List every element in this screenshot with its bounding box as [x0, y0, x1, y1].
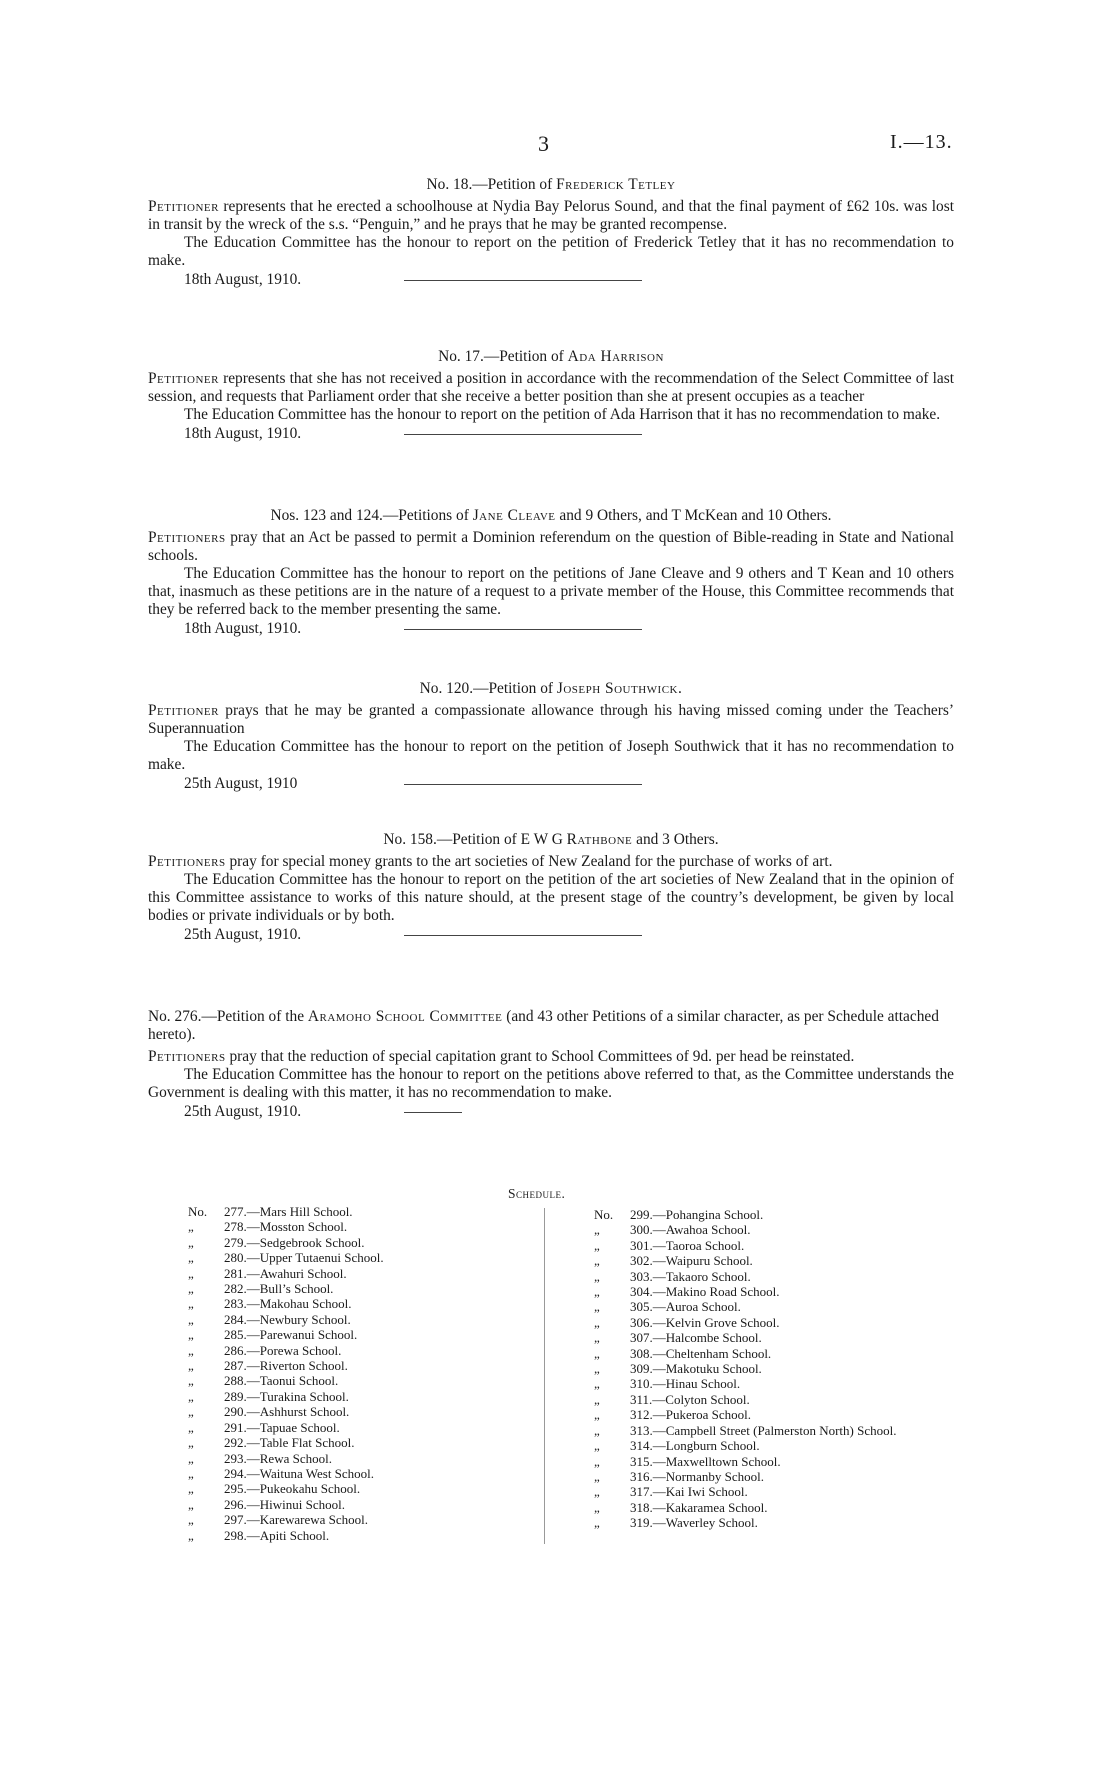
school-name: 285.—Parewanui School.	[224, 1327, 358, 1343]
school-name: 291.—Tapuae School.	[224, 1419, 340, 1435]
entry-prefix: „	[188, 1512, 194, 1528]
school-name: 282.—Bull’s School.	[224, 1281, 334, 1297]
school-name: 293.—Rewa School.	[224, 1450, 332, 1466]
petition-text: Petitioners pray that an Act be passed to permit a Dominion referendum on the question of Bible-reading in State and National schools.	[148, 529, 954, 564]
school-name: 306.—Kelvin Grove School.	[630, 1314, 780, 1330]
entry-prefix: „	[188, 1373, 194, 1389]
schedule-entry	[594, 1238, 954, 1253]
section-divider	[404, 784, 642, 785]
school-name: 289.—Turakina School.	[224, 1388, 349, 1404]
entry-prefix: „	[188, 1296, 194, 1312]
committee-report: The Education Committee has the honour to report on the petition of Joseph Southwick that it has no recommendation to make.	[148, 738, 954, 773]
report-date: 25th August, 1910.	[184, 1103, 302, 1120]
schedule-entry	[594, 1253, 954, 1268]
school-name: 313.—Campbell Street (Palmerston North) School.	[630, 1422, 897, 1438]
schedule-entry	[188, 1481, 528, 1496]
petition-text: Petitioners pray that the reduction of special capitation grant to School Committees of 9d. per head be reinstated.	[148, 1048, 855, 1065]
school-name: 301.—Taoroa School.	[630, 1237, 745, 1253]
section-divider	[404, 1112, 462, 1113]
petition-text: Petitioner represents that he erected a schoolhouse at Nydia Bay Pelorus Sound, and that the final payment of £62 10s. was lost in transit by the wreck of the s.s. “Penguin,” and he prays that he may be granted recompense.	[148, 198, 954, 233]
school-name: 308.—Cheltenham School.	[630, 1345, 772, 1361]
schedule-entry	[188, 1420, 528, 1435]
entry-prefix: „	[594, 1330, 600, 1346]
school-name: 318.—Kakaramea School.	[630, 1499, 768, 1515]
school-name: 309.—Makotuku School.	[630, 1361, 762, 1377]
school-name: 316.—Normanby School.	[630, 1468, 764, 1484]
schedule-entry	[594, 1330, 954, 1345]
school-name: 280.—Upper Tutaenui School.	[224, 1250, 384, 1266]
schedule-entry	[188, 1327, 528, 1342]
schedule-title: Schedule.	[508, 1186, 566, 1201]
schedule-entry	[594, 1392, 954, 1407]
petition-section	[148, 348, 954, 443]
entry-prefix: „	[188, 1496, 194, 1512]
committee-report: The Education Committee has the honour to report on the petition of Ada Harrison that it has no recommendation to make.	[184, 406, 941, 423]
petition-title: No. 120.—Petition of Joseph Southwick.	[419, 680, 683, 697]
entry-prefix: „	[594, 1515, 600, 1531]
schedule-entry	[188, 1235, 528, 1250]
school-name: 298.—Apiti School.	[224, 1527, 330, 1543]
entry-prefix: „	[188, 1358, 194, 1374]
report-date: 18th August, 1910.	[184, 620, 302, 637]
school-name: 277.—Mars Hill School.	[224, 1204, 353, 1219]
report-date: 25th August, 1910.	[184, 926, 302, 943]
entry-prefix: „	[594, 1222, 600, 1238]
petition-title: No. 276.—Petition of the Aramoho School Committee (and 43 other Petitions of a similar character, as per Schedule attached hereto).	[148, 1008, 939, 1043]
schedule-entry	[188, 1451, 528, 1466]
entry-prefix: „	[594, 1391, 600, 1407]
entry-prefix: „	[188, 1435, 194, 1451]
entry-prefix: „	[594, 1237, 600, 1253]
petition-title: No. 18.—Petition of Frederick Tetley	[426, 176, 676, 193]
entry-prefix: „	[594, 1253, 600, 1269]
entry-prefix: „	[188, 1281, 194, 1297]
schedule-entry	[188, 1389, 528, 1404]
school-name: 304.—Makino Road School.	[630, 1284, 780, 1300]
entry-prefix: „	[188, 1342, 194, 1358]
school-name: 300.—Awahoa School.	[630, 1222, 751, 1238]
entry-prefix: „	[594, 1314, 600, 1330]
schedule-entry	[188, 1343, 528, 1358]
school-name: 312.—Pukeroa School.	[630, 1407, 751, 1423]
school-name: 278.—Mosston School.	[224, 1219, 348, 1235]
entry-prefix: „	[188, 1404, 194, 1420]
schedule-entry	[594, 1346, 954, 1361]
report-date: 18th August, 1910.	[184, 425, 302, 442]
school-name: 284.—Newbury School.	[224, 1311, 351, 1327]
schedule-entry	[594, 1515, 954, 1530]
page-number: 3	[538, 131, 549, 156]
petition-section	[148, 507, 954, 638]
schedule-entry	[188, 1373, 528, 1388]
schedule-entry	[188, 1281, 528, 1296]
school-name: 310.—Hinau School.	[630, 1376, 741, 1392]
section-divider	[404, 629, 642, 630]
schedule-entry	[594, 1299, 954, 1314]
schedule-entry	[594, 1454, 954, 1469]
entry-prefix: „	[188, 1450, 194, 1466]
entry-prefix: „	[594, 1299, 600, 1315]
committee-report: The Education Committee has the honour to report on the petitions above referred to that, as the Committee understands the Government is dealing with this matter, it has no recommendation to make.	[148, 1066, 954, 1101]
schedule-entry	[188, 1358, 528, 1373]
school-name: 302.—Waipuru School.	[630, 1253, 753, 1269]
schedule-entry	[594, 1407, 954, 1422]
schedule-entry	[594, 1438, 954, 1453]
schedule-entry	[188, 1250, 528, 1265]
school-name: 288.—Taonui School.	[224, 1373, 339, 1389]
entry-prefix: „	[188, 1465, 194, 1481]
entry-prefix: „	[188, 1250, 194, 1266]
schedule-entry	[188, 1204, 528, 1219]
school-name: 292.—Table Flat School.	[224, 1435, 355, 1451]
committee-report: The Education Committee has the honour to report on the petitions of Jane Cleave and 9 others and T Kean and 10 others that, inasmuch as these petitions are in the nature of a request to a private member of the House, this Committee recommends that they be referred back to the member presenting the same.	[148, 565, 954, 618]
column-divider	[544, 1208, 545, 1544]
school-name: 299.—Pohangina School.	[630, 1207, 764, 1222]
school-name: 286.—Porewa School.	[224, 1342, 342, 1358]
schedule-entry	[594, 1315, 954, 1330]
schedule-entry	[188, 1312, 528, 1327]
school-name: 287.—Riverton School.	[224, 1358, 348, 1374]
entry-prefix: „	[188, 1481, 194, 1497]
report-date: 18th August, 1910.	[184, 271, 302, 288]
schedule-entry	[188, 1497, 528, 1512]
petition-section	[148, 831, 954, 944]
entry-prefix: No.	[188, 1204, 208, 1219]
schedule-entry	[594, 1423, 954, 1438]
entry-prefix: „	[594, 1361, 600, 1377]
schedule-entry	[594, 1376, 954, 1391]
schedule-entry	[594, 1484, 954, 1499]
schedule-entry	[594, 1500, 954, 1515]
entry-prefix: „	[594, 1453, 600, 1469]
schedule-entry	[188, 1296, 528, 1311]
schedule-right-column	[594, 1207, 954, 1531]
entry-prefix: „	[594, 1438, 600, 1454]
schedule-left-column	[188, 1204, 528, 1543]
entry-prefix: No.	[594, 1207, 614, 1222]
schedule-entry	[188, 1528, 528, 1543]
schedule-entry	[188, 1266, 528, 1281]
schedule-entry	[594, 1222, 954, 1237]
entry-prefix: „	[594, 1268, 600, 1284]
report-date: 25th August, 1910	[184, 775, 298, 792]
school-name: 281.—Awahuri School.	[224, 1265, 347, 1281]
petition-section	[148, 1008, 954, 1121]
petition-title: Nos. 123 and 124.—Petitions of Jane Cleave and 9 Others, and T McKean and 10 Others.	[270, 507, 832, 524]
school-name: 319.—Waverley School.	[630, 1515, 758, 1531]
school-name: 283.—Makohau School.	[224, 1296, 352, 1312]
petition-title: No. 158.—Petition of E W G Rathbone and 3 Others.	[383, 831, 719, 848]
petition-title: No. 17.—Petition of Ada Harrison	[438, 348, 664, 365]
schedule-entry	[188, 1466, 528, 1481]
section-divider	[404, 280, 642, 281]
entry-prefix: „	[188, 1388, 194, 1404]
document-reference: I.—13.	[890, 131, 953, 153]
petition-text: Petitioner prays that he may be granted a compassionate allowance through his having missed coming under the Teachers’ Superannuation	[148, 702, 954, 737]
schedule-entry	[594, 1284, 954, 1299]
entry-prefix: „	[594, 1468, 600, 1484]
entry-prefix: „	[188, 1419, 194, 1435]
entry-prefix: „	[188, 1311, 194, 1327]
school-name: 307.—Halcombe School.	[630, 1330, 762, 1346]
entry-prefix: „	[594, 1407, 600, 1423]
school-name: 317.—Kai Iwi School.	[630, 1484, 748, 1500]
petition-text: Petitioners pray for special money grants to the art societies of New Zealand for the purchase of works of art.	[148, 853, 833, 870]
entry-prefix: „	[188, 1327, 194, 1343]
entry-prefix: „	[594, 1345, 600, 1361]
school-name: 315.—Maxwelltown School.	[630, 1453, 781, 1469]
petition-section	[148, 176, 954, 289]
school-name: 294.—Waituna West School.	[224, 1465, 375, 1481]
entry-prefix: „	[594, 1499, 600, 1515]
schedule-entry	[188, 1435, 528, 1450]
schedule-entry	[188, 1219, 528, 1234]
school-name: 279.—Sedgebrook School.	[224, 1234, 365, 1250]
school-name: 297.—Karewarewa School.	[224, 1512, 369, 1528]
schedule-entry	[594, 1269, 954, 1284]
section-divider	[404, 935, 642, 936]
schedule-entry	[188, 1512, 528, 1527]
entry-prefix: „	[594, 1484, 600, 1500]
entry-prefix: „	[188, 1234, 194, 1250]
committee-report: The Education Committee has the honour to report on the petition of Frederick Tetley that it has no recommendation to make.	[148, 234, 954, 269]
petition-text: Petitioner represents that she has not received a position in accordance with the recommendation of the Select Committee of last session, and requests that Parliament order that she receive a better position than she at present occupies as a teacher	[148, 370, 954, 405]
petition-section	[148, 680, 954, 793]
school-name: 305.—Auroa School.	[630, 1299, 741, 1315]
school-name: 290.—Ashhurst School.	[224, 1404, 350, 1420]
schedule-entry	[188, 1404, 528, 1419]
committee-report: The Education Committee has the honour to report on the petition of the art societies of New Zealand that in the opinion of this Committee assistance to works of this nature should, at the present stage of the country’s development, be given by local bodies or private individuals or by both.	[148, 871, 954, 924]
school-name: 303.—Takaoro School.	[630, 1268, 751, 1284]
school-name: 311.—Colyton School.	[630, 1391, 750, 1407]
entry-prefix: „	[188, 1219, 194, 1235]
entry-prefix: „	[594, 1284, 600, 1300]
entry-prefix: „	[188, 1265, 194, 1281]
entry-prefix: „	[594, 1376, 600, 1392]
schedule-entry	[594, 1207, 954, 1222]
school-name: 314.—Longburn School.	[630, 1438, 760, 1454]
entry-prefix: „	[188, 1527, 194, 1543]
schedule-entry	[594, 1469, 954, 1484]
school-name: 295.—Pukeokahu School.	[224, 1481, 361, 1497]
section-divider	[404, 434, 642, 435]
school-name: 296.—Hiwinui School.	[224, 1496, 345, 1512]
schedule-entry	[594, 1361, 954, 1376]
entry-prefix: „	[594, 1422, 600, 1438]
